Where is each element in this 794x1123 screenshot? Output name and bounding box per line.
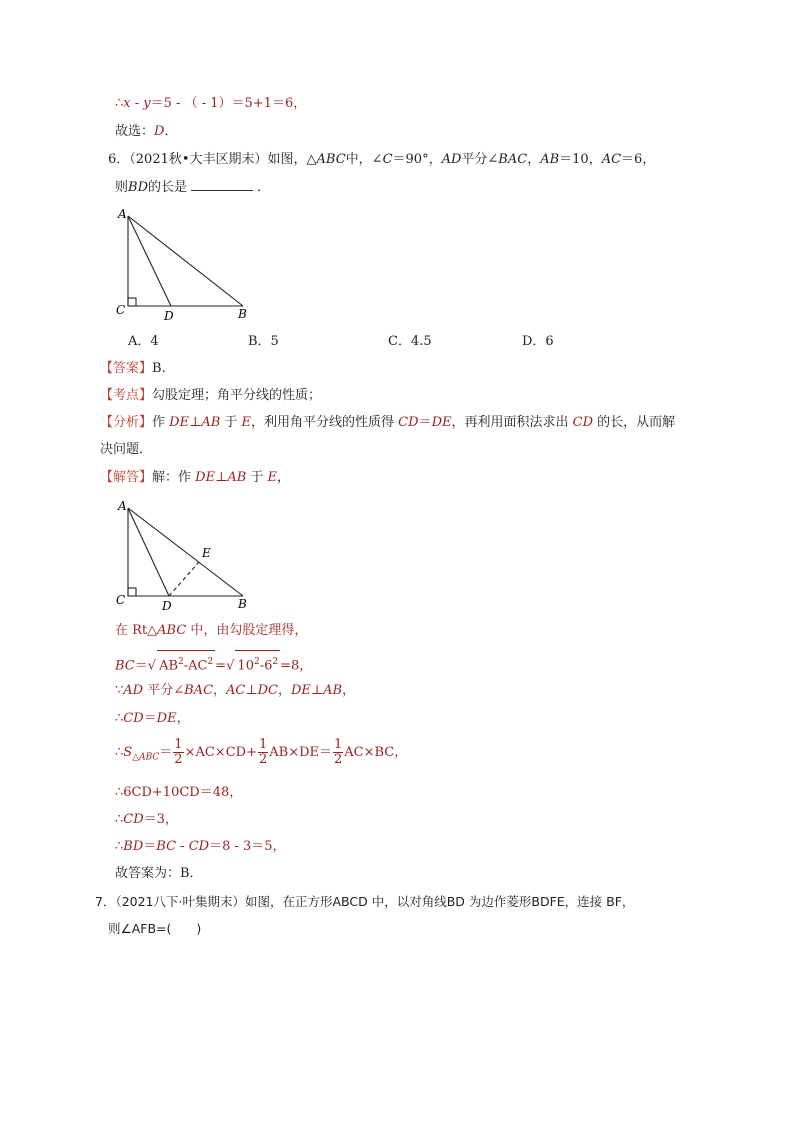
label-a: A: [118, 207, 127, 221]
radicand-1: $AB^2-AC^2$: [157, 650, 215, 677]
label-d: D: [162, 599, 172, 613]
solution-step-5: $\therefore S_{\triangle ABC}=$ $\frac{1}{2}$ ×AC×CD+ $\frac{1}{2}$ AB×DE＝ $\frac{1}{2}$ AC×BC，: [115, 737, 408, 767]
answer-blank: [191, 178, 253, 191]
solution-step-6: ∴6CD+10CD＝48，: [115, 785, 243, 800]
label-c: C: [116, 593, 126, 607]
label-c: C: [116, 303, 126, 317]
option-d[interactable]: D．6: [522, 334, 554, 349]
jieda-line: 【解答】解：作 DE⊥AB 于 E，: [100, 470, 291, 485]
solution-final: 故答案为：B．: [115, 866, 203, 881]
choice-line: 故选：D．: [115, 124, 178, 139]
solution-step-8: ∴BD＝BC - CD＝8 - 3＝5，: [115, 839, 286, 854]
solution-step-4: ∴CD＝DE，: [115, 711, 190, 726]
fenxi-line-1: 【分析】作 DE⊥AB 于 E，利用角平分线的性质得 CD＝DE，再利用面积法求出 CD 的长，从而解: [100, 415, 676, 430]
sqrt-icon: √: [226, 658, 235, 674]
triangle-figure-2: [110, 494, 270, 616]
label-a: A: [118, 499, 127, 513]
sqrt-icon: √: [147, 658, 157, 674]
fraction-half: $\frac{1}{2}$: [334, 737, 343, 767]
fraction-half: $\frac{1}{2}$: [258, 737, 268, 767]
label-b: B: [238, 307, 247, 321]
solution-step-1: 在 Rt△ABC 中，由勾股定理得，: [115, 623, 308, 638]
option-c[interactable]: C．4.5: [388, 334, 432, 349]
solution-step-2: BC＝√ $AB^2-AC^2$ =√ $10^2-6^2 =8$，: [115, 650, 312, 677]
fenxi-line-2: 决问题．: [100, 442, 153, 457]
question-6-line-1: 6．（2021秋•大丰区期末）如图，△ABC中，∠C＝90°，AD平分∠BAC，AB＝10，AC＝6，: [108, 152, 656, 167]
option-b[interactable]: B．5: [248, 334, 279, 349]
fraction-half: $\frac{1}{2}$: [174, 737, 183, 767]
option-a[interactable]: A．4: [128, 334, 159, 349]
question-6-line-2: 则BD的长是 ．: [115, 180, 271, 195]
solution-step-7: ∴CD＝3，: [115, 812, 178, 827]
solution-step-3: ∵AD 平分∠BAC，AC⊥DC，DE⊥AB，: [115, 683, 356, 698]
triangle-figure-1: [110, 202, 270, 327]
kaodian-line: 【考点】勾股定理；角平分线的性质；: [100, 388, 322, 403]
label-d: D: [164, 309, 174, 323]
question-7-line-2: 则∠AFB=( ): [108, 921, 202, 936]
solution-line-xy: ∴x - y＝5 - （ - 1）＝5+1＝6，: [115, 96, 307, 111]
radicand-2: $10^2-6^2$: [235, 650, 280, 677]
answer-line: 【答案】B.: [100, 361, 166, 376]
label-e: E: [202, 546, 211, 560]
label-b: B: [238, 597, 247, 611]
question-7-line-1: 7．（2021八下·叶集期末）如图，在正方形ABCD 中，以对角线BD 为边作菱形BDFE，连接 BF，: [95, 894, 635, 909]
